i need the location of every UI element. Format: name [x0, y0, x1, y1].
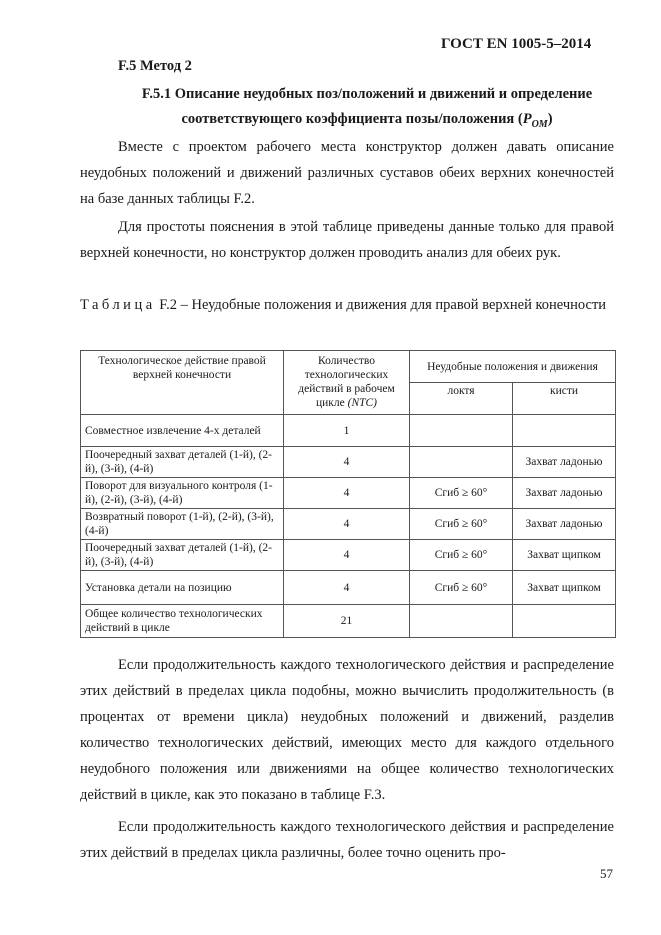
- cell-count: 4: [284, 540, 410, 571]
- subsection-title-line2: [117, 107, 617, 137]
- cell-wrist: Захват ладонью: [513, 447, 616, 478]
- cell-elbow: [410, 415, 513, 447]
- header-wrist: кисти: [513, 383, 616, 415]
- subsection-title: [117, 82, 617, 137]
- page-number: 57: [600, 866, 613, 881]
- paragraph-4: Если продолжительность каждого технологического действия и распределение этих действий в пределах цикла различны, более точно оценить про-: [80, 819, 614, 861]
- table-row: [81, 540, 616, 571]
- table-caption-label: Таблица: [80, 297, 156, 313]
- cell-count: 4: [284, 509, 410, 540]
- subsection-title-line1: F.5.1 Описание неудобных поз/положений и движений и определение: [141, 86, 593, 102]
- awkward-positions-table: [80, 350, 616, 638]
- cell-wrist: Захват ладонью: [513, 478, 616, 509]
- cell-elbow: [410, 447, 513, 478]
- table-row: [81, 447, 616, 478]
- header-count: [284, 351, 410, 415]
- cell-wrist: [513, 415, 616, 447]
- header-count-label: Количество технологических действий в рабочем цикле: [298, 355, 395, 409]
- cell-wrist: Захват щипком: [513, 571, 616, 605]
- cell-count: 4: [284, 478, 410, 509]
- table-header-row: [81, 351, 616, 383]
- table-caption-text: F.2 – Неудобные положения и движения для правой верхней конечности: [155, 297, 607, 313]
- paragraph-2: Для простоты пояснения в этой таблице приведены данные только для правой верхней конечности, но конструктор должен проводить анализ для обеих рук.: [80, 219, 614, 261]
- section-title: F.5 Метод 2: [118, 58, 192, 74]
- cell-count: 21: [284, 605, 410, 638]
- cell-wrist: [513, 605, 616, 638]
- subsection-title-close: ): [547, 111, 553, 127]
- header-awkward: Неудобные положения и движения: [410, 351, 616, 383]
- cell-action: Возвратный поворот (1-й), (2-й), (3-й), (4-й): [81, 509, 284, 540]
- cell-action: Поочередный захват деталей (1-й), (2-й), (3-й), (4-й): [81, 540, 284, 571]
- document-code: ГОСТ EN 1005-5–2014: [441, 36, 592, 52]
- header-action: Технологическое действие правой верхней конечности: [81, 351, 284, 415]
- table-row: [81, 478, 616, 509]
- table-row: [81, 509, 616, 540]
- cell-elbow: Сгиб ≥ 60°: [410, 478, 513, 509]
- cell-action: Установка детали на позицию: [81, 571, 284, 605]
- coefficient-symbol: P: [522, 111, 532, 127]
- subsection-title-text: соответствующего коэффициента позы/положения (: [181, 111, 523, 127]
- cell-elbow: Сгиб ≥ 60°: [410, 509, 513, 540]
- table-row: [81, 415, 616, 447]
- cell-action: Поворот для визуального контроля (1-й), (2-й), (3-й), (4-й): [81, 478, 284, 509]
- cell-count: 1: [284, 415, 410, 447]
- cell-wrist: Захват ладонью: [513, 509, 616, 540]
- table-row-total: [81, 605, 616, 638]
- cell-elbow: Сгиб ≥ 60°: [410, 571, 513, 605]
- cell-elbow: Сгиб ≥ 60°: [410, 540, 513, 571]
- coefficient-subscript: OM: [531, 118, 548, 130]
- cell-action: Общее количество технологических действий в цикле: [81, 605, 284, 638]
- header-elbow: локтя: [410, 383, 513, 415]
- table-caption: [80, 296, 614, 314]
- cell-elbow: [410, 605, 513, 638]
- cell-count: 4: [284, 447, 410, 478]
- cell-action: Совместное извлечение 4-х деталей: [81, 415, 284, 447]
- cell-count: 4: [284, 571, 410, 605]
- header-count-abbr: (NTC): [347, 397, 378, 409]
- paragraph-1: Вместе с проектом рабочего места конструктор должен давать описание неудобных положений и движений различных суставов обеих верхних конечностей на базе данных таблицы F.2.: [80, 139, 614, 207]
- cell-wrist: Захват щипком: [513, 540, 616, 571]
- cell-action: Поочередный захват деталей (1-й), (2-й), (3-й), (4-й): [81, 447, 284, 478]
- paragraph-3: Если продолжительность каждого технологического действия и распределение этих действий в пределах цикла подобны, можно вычислить продолжительность (в процентах от времени цикла) неудобных положений и движений, разделив количество технологических действий, имеющих место для каждого отдельного неудобного положения или движениями на общее количество технологических действий в цикле, как это показано в таблице F.3.: [80, 657, 614, 803]
- table-row: [81, 571, 616, 605]
